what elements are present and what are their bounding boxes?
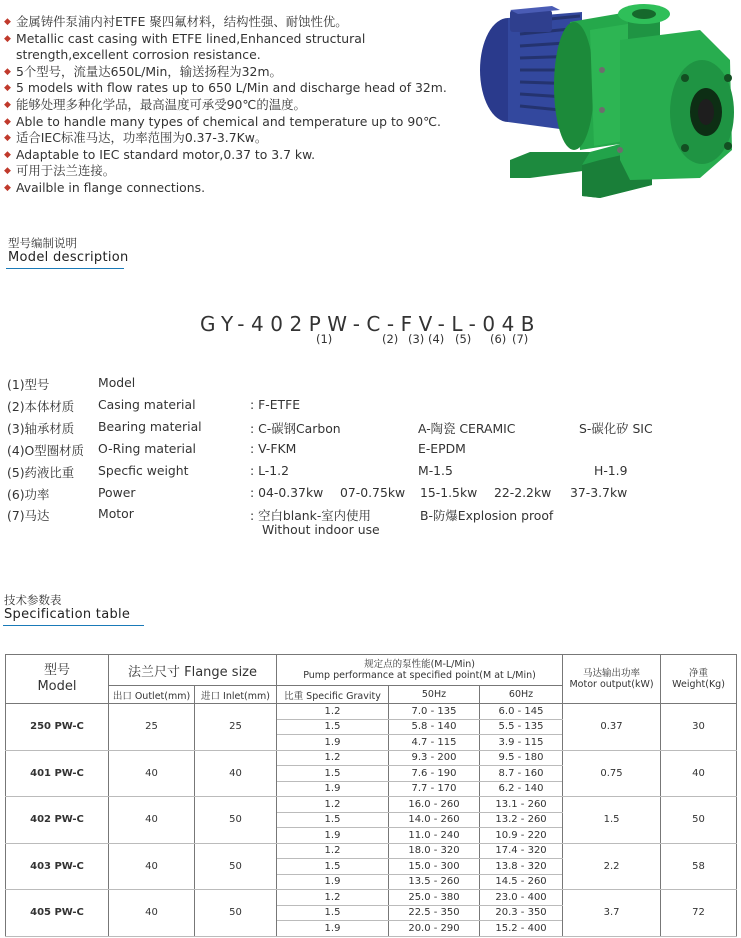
feature-item: ◆ 5个型号，流量达650L/Min，输送扬程为32m。	[4, 64, 474, 81]
desc-label-en: Casing material	[98, 397, 196, 412]
table-row	[6, 797, 737, 813]
hz50-cell: 18.0 - 320	[389, 843, 480, 859]
hz60-cell: 5.5 - 135	[480, 719, 563, 735]
outlet-cell: 40	[109, 843, 195, 890]
hz50-cell: 13.5 - 260	[389, 874, 480, 890]
desc-label-cn: (5)药液比重	[7, 465, 75, 480]
pump-image	[470, 0, 738, 205]
header-flange: 法兰尺寸 Flange size	[109, 655, 277, 686]
desc-option: : 04-0.37kw	[250, 485, 324, 500]
outlet-cell: 25	[109, 704, 195, 751]
hz50-cell: 4.7 - 115	[389, 735, 480, 751]
feature-item: ◆ 能够处理多种化学品，最高温度可承受90℃的温度。	[4, 97, 474, 114]
inlet-cell: 25	[195, 704, 277, 751]
sg-cell: 1.9	[277, 735, 389, 751]
desc-label-en: Model	[98, 375, 136, 390]
hz60-cell: 6.0 - 145	[480, 704, 563, 720]
feature-item: ◆ Metallic cast casing with ETFE lined,Enhanced structural strength,excellent corrosion resistance.	[4, 31, 474, 64]
header-model-en: Model	[37, 679, 77, 694]
header-performance	[277, 655, 563, 686]
hz60-cell: 17.4 - 320	[480, 843, 563, 859]
desc-option: S-碳化矽 SIC	[579, 421, 653, 436]
hz60-cell: 13.2 - 260	[480, 812, 563, 828]
inlet-cell: 40	[195, 750, 277, 797]
model-cell: 402 PW-C	[6, 797, 109, 844]
sg-cell: 1.5	[277, 812, 389, 828]
motor-cell: 0.75	[563, 750, 661, 797]
desc-label-en: Bearing material	[98, 419, 202, 434]
desc-option: H-1.9	[594, 463, 628, 478]
header-inlet: 进口 Inlet(mm)	[195, 686, 277, 704]
hz60-cell: 6.2 - 140	[480, 781, 563, 797]
desc-label-cn: (1)型号	[7, 377, 50, 392]
desc-label-en: O-Ring material	[98, 441, 196, 456]
inlet-cell: 50	[195, 890, 277, 937]
desc-label-cn: (2)本体材质	[7, 399, 75, 414]
spec-table	[5, 654, 737, 937]
model-code: GY-402PW-C-FV-L-04B	[199, 312, 542, 336]
sg-cell: 1.2	[277, 890, 389, 906]
sg-cell: 1.9	[277, 828, 389, 844]
desc-label-en: Motor	[98, 506, 134, 521]
desc-option: : V-FKM	[250, 441, 297, 456]
table-row	[6, 750, 737, 766]
hz50-cell: 16.0 - 260	[389, 797, 480, 813]
hz60-cell: 3.9 - 115	[480, 735, 563, 751]
desc-label-cn: (7)马达	[7, 508, 50, 523]
hz60-cell: 23.0 - 400	[480, 890, 563, 906]
feature-list	[4, 14, 474, 197]
weight-cell: 40	[661, 750, 737, 797]
model-index-4: (4)	[428, 332, 445, 346]
desc-option: 15-1.5kw	[420, 485, 478, 500]
sg-cell: 1.2	[277, 750, 389, 766]
hz60-cell: 9.5 - 180	[480, 750, 563, 766]
header-60hz: 60Hz	[480, 686, 563, 704]
header-weight-cn: 净重	[689, 668, 709, 679]
outlet-cell: 40	[109, 750, 195, 797]
header-model	[6, 655, 109, 704]
desc-label-en: Specfic weight	[98, 463, 189, 478]
feature-item: ◆ 金属铸件泵浦内衬ETFE 聚四氟材料，结构性强、耐蚀性优。	[4, 14, 474, 31]
sg-cell: 1.9	[277, 921, 389, 937]
sg-cell: 1.5	[277, 905, 389, 921]
hz50-cell: 7.6 - 190	[389, 766, 480, 782]
weight-cell: 30	[661, 704, 737, 751]
model-cell: 401 PW-C	[6, 750, 109, 797]
hz50-cell: 7.7 - 170	[389, 781, 480, 797]
desc-option: B-防爆Explosion proof	[420, 508, 554, 523]
desc-option: 07-0.75kw	[340, 485, 406, 500]
model-index-5: (5)	[455, 332, 472, 346]
sg-cell: 1.5	[277, 766, 389, 782]
inlet-cell: 50	[195, 843, 277, 890]
hz60-cell: 14.5 - 260	[480, 874, 563, 890]
desc-option: M-1.5	[418, 463, 453, 478]
feature-item: ◆ Able to handle many types of chemical and temperature up to 90℃.	[4, 114, 474, 131]
header-motor-en: Motor output(kW)	[569, 679, 654, 690]
spec-title-en: Specification table	[4, 607, 131, 622]
hz50-cell: 14.0 - 260	[389, 812, 480, 828]
desc-option: : L-1.2	[250, 463, 289, 478]
motor-cell: 0.37	[563, 704, 661, 751]
desc-option: 22-2.2kw	[494, 485, 552, 500]
outlet-cell: 40	[109, 797, 195, 844]
hz50-cell: 11.0 - 240	[389, 828, 480, 844]
weight-cell: 50	[661, 797, 737, 844]
header-perf-en: Pump performance at specified point(M at L/Min)	[303, 670, 536, 681]
table-row	[6, 704, 737, 720]
model-cell: 403 PW-C	[6, 843, 109, 890]
model-index-3: (3)	[408, 332, 425, 346]
sg-cell: 1.5	[277, 719, 389, 735]
hz50-cell: 5.8 - 140	[389, 719, 480, 735]
feature-item: ◆ 可用于法兰连接。	[4, 163, 474, 180]
model-desc-title-en: Model description	[8, 250, 129, 265]
header-weight	[661, 655, 737, 704]
hz50-cell: 25.0 - 380	[389, 890, 480, 906]
table-row	[6, 890, 737, 906]
model-index-7: (7)	[512, 332, 529, 346]
sg-cell: 1.2	[277, 704, 389, 720]
sg-cell: 1.9	[277, 781, 389, 797]
table-row	[6, 843, 737, 859]
hz50-cell: 9.3 - 200	[389, 750, 480, 766]
desc-option: Without indoor use	[262, 522, 380, 537]
weight-cell: 72	[661, 890, 737, 937]
model-index-1: (1)	[316, 332, 333, 346]
model-cell: 405 PW-C	[6, 890, 109, 937]
desc-option: 37-3.7kw	[570, 485, 628, 500]
desc-option: : F-ETFE	[250, 397, 301, 412]
hz60-cell: 10.9 - 220	[480, 828, 563, 844]
motor-cell: 3.7	[563, 890, 661, 937]
sg-cell: 1.2	[277, 843, 389, 859]
model-index-6: (6)	[490, 332, 507, 346]
inlet-cell: 50	[195, 797, 277, 844]
hz60-cell: 13.1 - 260	[480, 797, 563, 813]
feature-item: ◆ Adaptable to IEC standard motor,0.37 to 3.7 kw.	[4, 147, 474, 164]
spec-underline	[3, 625, 144, 626]
hz60-cell: 13.8 - 320	[480, 859, 563, 875]
desc-option: A-陶瓷 CERAMIC	[418, 421, 516, 436]
weight-cell: 58	[661, 843, 737, 890]
header-outlet: 出口 Outlet(mm)	[109, 686, 195, 704]
header-motor	[563, 655, 661, 704]
desc-label-en: Power	[98, 485, 136, 500]
spec-title-cn: 技术参数表	[4, 593, 62, 607]
hz50-cell: 7.0 - 135	[389, 704, 480, 720]
hz60-cell: 20.3 - 350	[480, 905, 563, 921]
desc-option: : 空白blank-室内使用	[250, 508, 371, 523]
desc-label-cn: (6)功率	[7, 487, 50, 502]
header-weight-en: Weight(Kg)	[672, 679, 725, 690]
motor-cell: 1.5	[563, 797, 661, 844]
feature-item: ◆ 5 models with flow rates up to 650 L/Min and discharge head of 32m.	[4, 80, 474, 97]
sg-cell: 1.9	[277, 874, 389, 890]
hz50-cell: 22.5 - 350	[389, 905, 480, 921]
hz50-cell: 20.0 - 290	[389, 921, 480, 937]
desc-option: : C-碳钢Carbon	[250, 421, 341, 436]
outlet-cell: 40	[109, 890, 195, 937]
desc-option: E-EPDM	[418, 441, 466, 456]
header-50hz: 50Hz	[389, 686, 480, 704]
desc-label-cn: (4)O型圈材质	[7, 443, 84, 458]
sg-cell: 1.2	[277, 797, 389, 813]
model-cell: 250 PW-C	[6, 704, 109, 751]
hz60-cell: 8.7 - 160	[480, 766, 563, 782]
sg-cell: 1.5	[277, 859, 389, 875]
header-sg: 比重 Specific Gravity	[277, 686, 389, 704]
model-desc-title-cn: 型号编制说明	[8, 236, 77, 250]
model-index-2: (2)	[382, 332, 399, 346]
motor-cell: 2.2	[563, 843, 661, 890]
header-model-cn: 型号	[43, 663, 70, 678]
feature-item: ◆ Availble in flange connections.	[4, 180, 474, 197]
hz50-cell: 15.0 - 300	[389, 859, 480, 875]
feature-item: ◆ 适合IEC标准马达，功率范围为0.37-3.7Kw。	[4, 130, 474, 147]
model-desc-underline	[6, 268, 124, 269]
desc-label-cn: (3)轴承材质	[7, 421, 75, 436]
header-motor-cn: 马达输出功率	[583, 668, 641, 679]
hz60-cell: 15.2 - 400	[480, 921, 563, 937]
header-perf-cn: 规定点的泵性能(M-L/Min)	[364, 659, 475, 670]
